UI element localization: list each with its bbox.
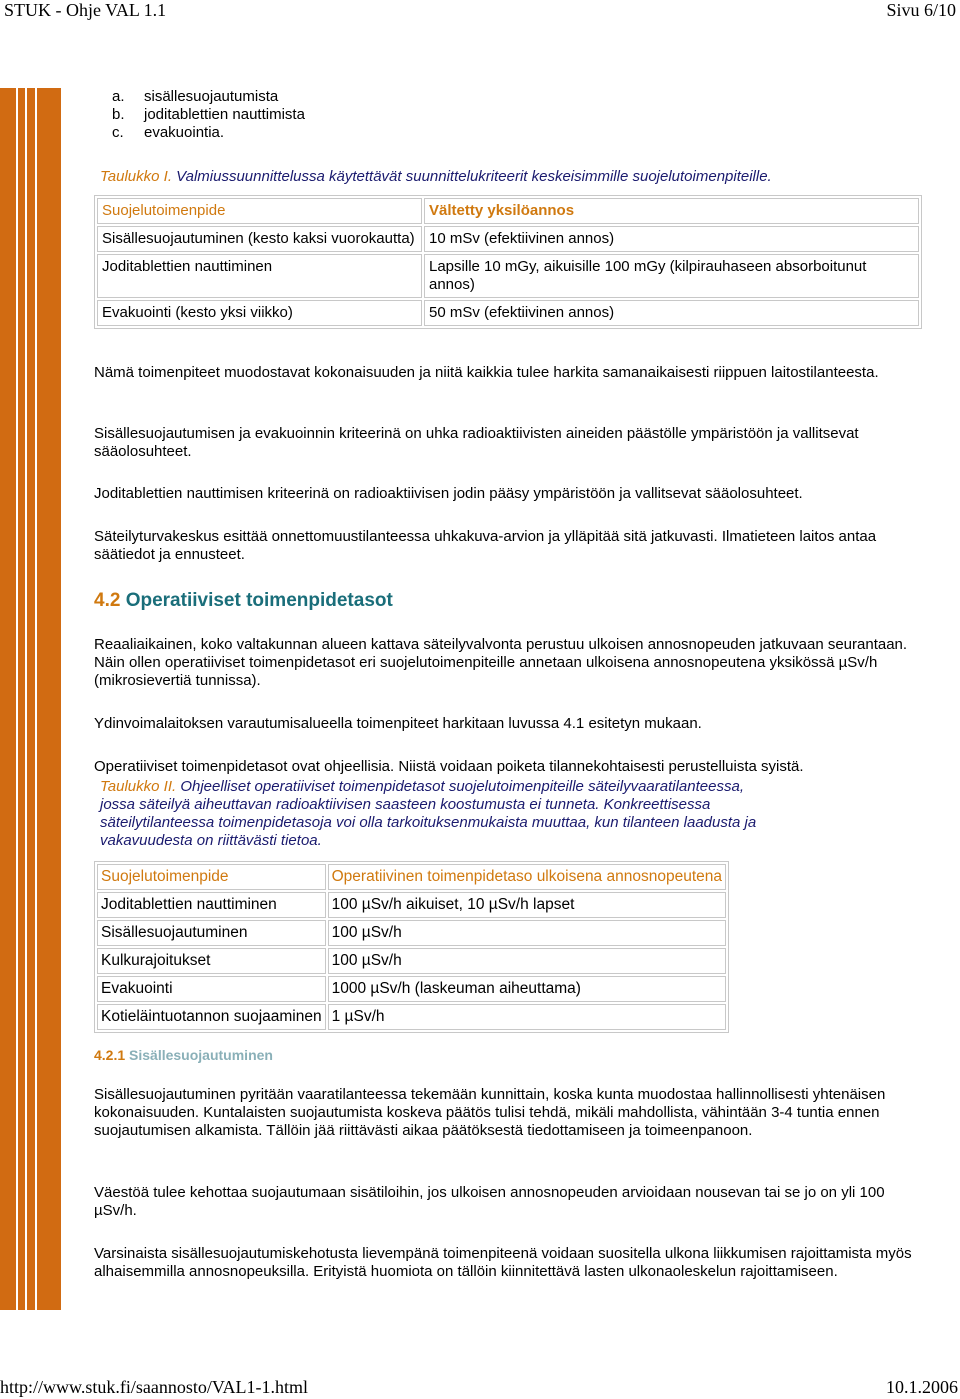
subsection-number: 4.2.1 <box>94 1047 126 1063</box>
table-row <box>97 920 726 946</box>
table-cell: 100 µSv/h <box>328 948 726 974</box>
paragraph: Säteilyturvakeskus esittää onnettomuustilanteessa uhkakuva-arvion ja ylläpitää sitä jatkuvasti. Ilmatieteen laitos antaa säätiedot ja ennusteet. <box>94 528 877 563</box>
paragraph: Väestöä tulee kehottaa suojautumaan sisätiloihin, jos ulkoisen annosnopeuden arvioidaan nousevan tai se jo on yli 100 µSv/h. <box>94 1184 885 1219</box>
print-header-title: STUK - Ohje VAL 1.1 <box>4 0 167 20</box>
table-row <box>97 892 726 918</box>
table1-caption-label: Taulukko I. <box>100 168 172 185</box>
table-cell: Joditablettien nauttiminen <box>97 254 422 298</box>
table-header-row <box>97 198 919 224</box>
table1-caption-text: Valmiussuunnittelussa käytettävät suunnittelukriteerit keskeisimmille suojelutoimenpiteille. <box>172 168 772 185</box>
table-cell: Evakuointi <box>97 976 326 1002</box>
print-header <box>0 0 960 20</box>
table2-caption <box>100 778 780 850</box>
paragraph: Sisällesuojautuminen pyritään vaaratilanteessa tekemään kunnittain, koska kunta muodostaa hallinnollisesti yhtenäisen kokonaisuuden. Kuntalaisten suojautumista koskeva päätös tulisi tehdä, mikäli mahdollista, vähintään 3-4 tuntia ennen suojautumisen alkamista. Tällöin jää riittävästi aikaa päätöksestä tiedottamiseen ja toimeenpanoon. <box>94 1086 886 1139</box>
option-list <box>112 88 305 142</box>
table-header-cell: Suojelutoimenpide <box>97 198 422 224</box>
paragraph: Joditablettien nauttimisen kriteerinä on radioaktiivisen jodin pääsy ympäristöön ja vallitsevat sääolosuhteet. <box>94 485 803 502</box>
paragraph: Varsinaista sisällesuojautumiskehotusta lievempänä toimenpiteenä voidaan suositella ulkona liikkumisen rajoittamista myös alhaisemmilla annosnopeuksilla. Erityistä huomiota on tällöin kiinnitettävä lasten ulkonaoleskelun rajoittamiseen. <box>94 1245 912 1280</box>
table-cell: 50 mSv (efektiivinen annos) <box>424 300 919 326</box>
paragraph: Ydinvoimalaitoksen varautumisalueella toimenpiteet harkitaan luvussa 4.1 esitetyn mukaan. <box>94 715 702 732</box>
table-header-cell: Operatiivinen toimenpidetaso ulkoisena annosnopeutena <box>328 864 726 890</box>
list-item: a. sisällesuojautumista <box>112 88 279 105</box>
table-cell: 100 µSv/h <box>328 920 726 946</box>
table-cell: Kulkurajoitukset <box>97 948 326 974</box>
table-row <box>97 254 919 298</box>
table-row <box>97 976 726 1002</box>
table-cell: Sisällesuojautuminen <box>97 920 326 946</box>
print-footer <box>0 1376 960 1398</box>
paragraph: Nämä toimenpiteet muodostavat kokonaisuuden ja niitä kaikkia tulee harkita samanaikaisesti riippuen laitostilanteesta. <box>94 364 879 381</box>
table-header-row <box>97 864 726 890</box>
paragraph: Reaaliaikainen, koko valtakunnan alueen kattava säteilyvalvonta perustuu ulkoisen annosnopeuden jatkuvaan seurantaan. Näin ollen operatiiviset toimenpidetasot eri suojelutoimenpiteille annetaan ulkoisena annosnopeutena yksikössä µSv/h (mikrosievertiä tunnissa). <box>94 636 908 689</box>
sidebar-decoration <box>0 88 62 1310</box>
table-header-cell: Suojelutoimenpide <box>97 864 326 890</box>
paragraph: Sisällesuojautumisen ja evakuoinnin kriteerinä on uhka radioaktiivisten aineiden päästölle ympäristöön ja vallitsevat sääolosuhteet. <box>94 425 859 460</box>
table-cell: 1000 µSv/h (laskeuman aiheuttama) <box>328 976 726 1002</box>
section-heading <box>94 592 393 610</box>
table2-caption-text: Ohjeelliset operatiiviset toimenpidetasot suojelutoimenpiteille säteilyvaaratilanteessa, jossa säteilyä aiheuttavan radioaktiivisen saasteen koostumusta ei tunneta. Konkreettisessa säteilytilanteessa toimenpidetasoja voi olla tarkoituksenmukaista muuttaa, kun tilanteen laadusta ja vakavuudesta on riittävästi tietoa. <box>100 778 757 849</box>
list-item: b. joditablettien nauttimista <box>112 106 305 123</box>
table-header-cell: Vältetty yksilöannos <box>424 198 919 224</box>
table-cell: 10 mSv (efektiivinen annos) <box>424 226 919 252</box>
table-cell: Kotieläintuotannon suojaaminen <box>97 1004 326 1030</box>
criteria-table <box>94 195 922 329</box>
table-row <box>97 948 726 974</box>
table-cell: Joditablettien nauttiminen <box>97 892 326 918</box>
paragraph: Operatiiviset toimenpidetasot ovat ohjeellisia. Niistä voidaan poiketa tilannekohtaisesti perustelluista syistä. <box>94 758 804 775</box>
table1-caption <box>100 168 772 186</box>
subsection-title: Sisällesuojautuminen <box>125 1047 273 1063</box>
section-number: 4.2 <box>94 590 121 611</box>
subsection-heading <box>94 1046 273 1064</box>
print-header-page: Sivu 6/10 <box>886 0 956 20</box>
table-cell: 100 µSv/h aikuiset, 10 µSv/h lapset <box>328 892 726 918</box>
table2-caption-label: Taulukko II. <box>100 778 177 795</box>
table-row <box>97 300 919 326</box>
table-cell: Sisällesuojautuminen (kesto kaksi vuorokautta) <box>97 226 422 252</box>
operational-levels-table <box>94 861 729 1033</box>
table-row <box>97 1004 726 1030</box>
table-cell: Lapsille 10 mGy, aikuisille 100 mGy (kilpirauhaseen absorboitunut annos) <box>424 254 919 298</box>
table-row <box>97 226 919 252</box>
section-title: Operatiiviset toimenpidetasot <box>120 590 393 611</box>
list-item: c. evakuointia. <box>112 124 225 141</box>
table-cell: 1 µSv/h <box>328 1004 726 1030</box>
table-cell: Evakuointi (kesto yksi viikko) <box>97 300 422 326</box>
footer-date: 10.1.2006 <box>886 1377 958 1397</box>
footer-url: http://www.stuk.fi/saannosto/VAL1-1.html <box>0 1377 308 1397</box>
